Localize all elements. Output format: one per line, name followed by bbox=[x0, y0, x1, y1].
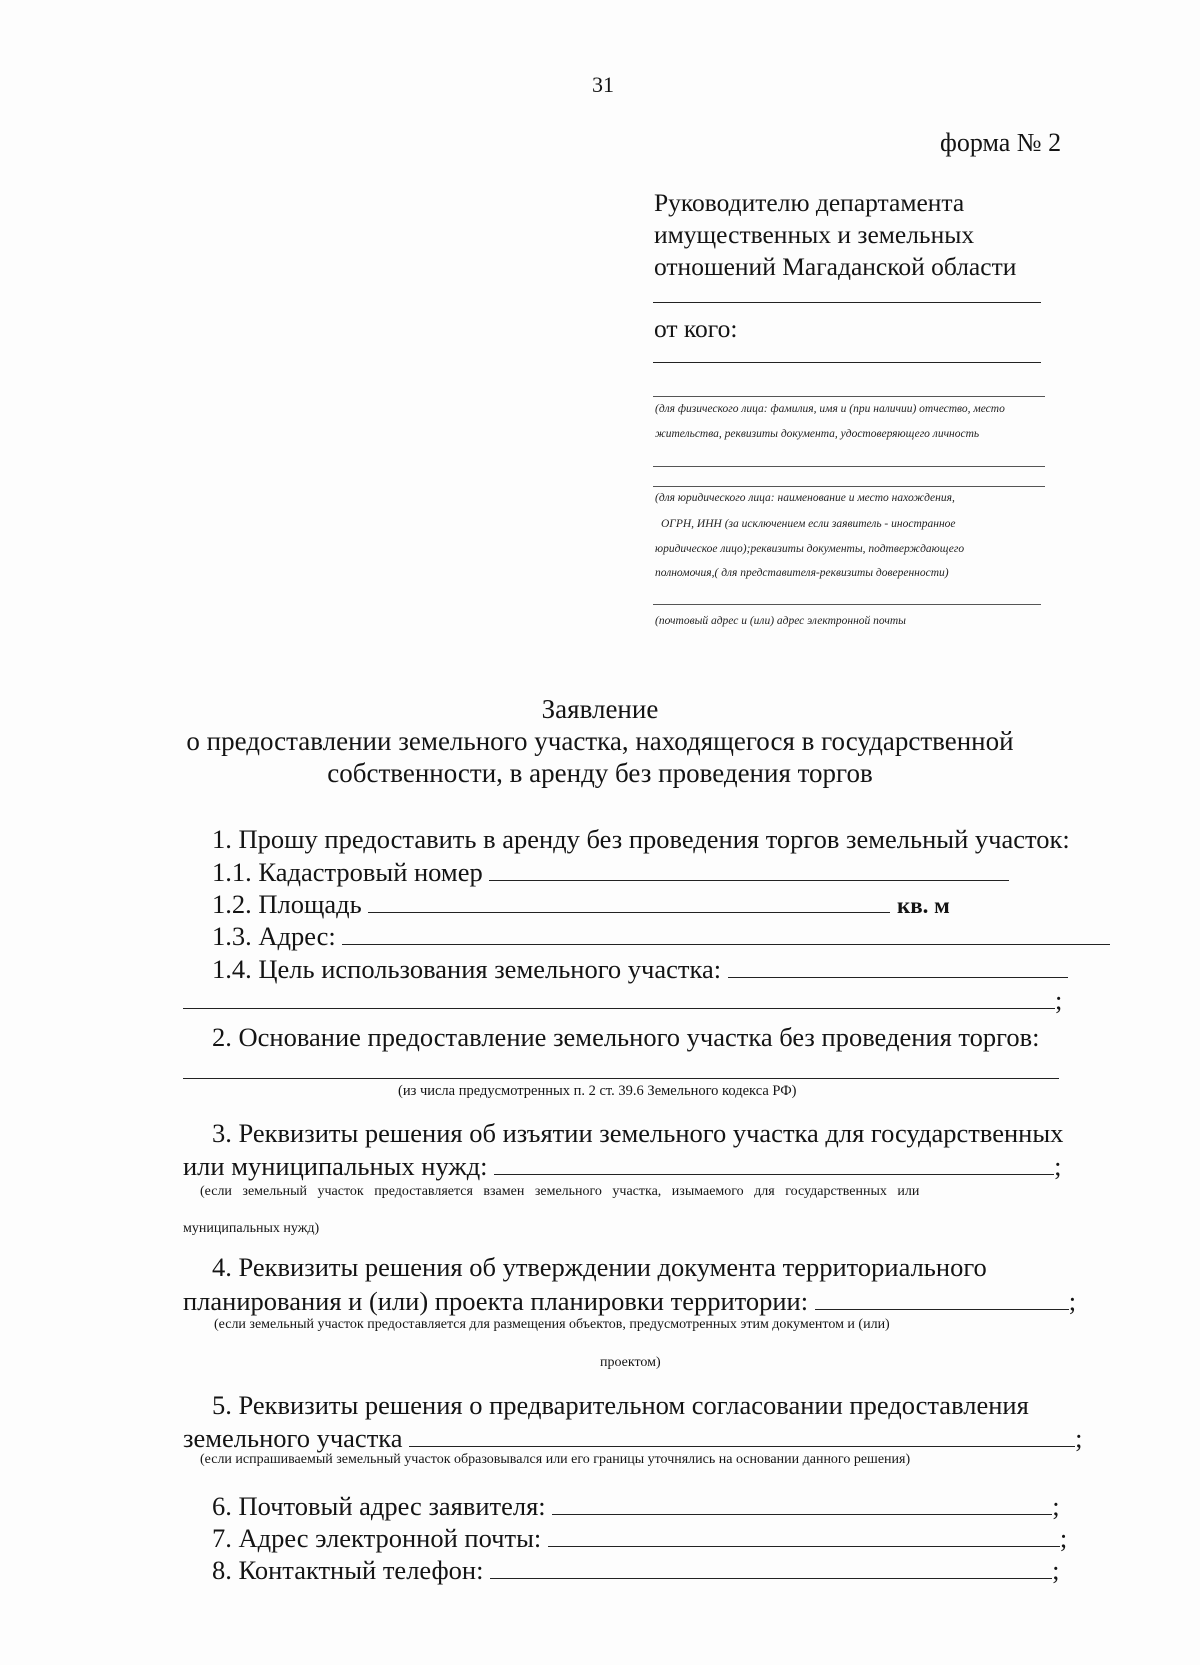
addressee-line-1: Руководителю департамента bbox=[654, 188, 965, 217]
page-number: 31 bbox=[592, 72, 614, 97]
preliminary-field[interactable] bbox=[409, 1424, 1075, 1447]
seizure-label: или муниципальных нужд: bbox=[183, 1151, 488, 1181]
document-title: Заявление bbox=[541, 694, 659, 724]
item-1-4 bbox=[212, 955, 1068, 983]
email-field[interactable] bbox=[548, 1524, 1060, 1547]
hint-individual-2: жительства, реквизиты документа, удостоверяющего личность bbox=[655, 428, 980, 440]
item-7 bbox=[212, 1524, 1067, 1552]
semicolon: ; bbox=[1075, 1423, 1083, 1453]
semicolon: ; bbox=[1054, 1151, 1062, 1181]
item-1-1 bbox=[212, 858, 1009, 886]
semicolon: ; bbox=[1052, 1491, 1060, 1521]
addressee-line-2: имущественных и земельных bbox=[654, 220, 975, 249]
item-1-4-continuation bbox=[183, 986, 1062, 1014]
from-label: от кого: bbox=[654, 314, 738, 343]
legal-field-1[interactable] bbox=[653, 466, 1045, 467]
phone-field[interactable] bbox=[490, 1556, 1052, 1579]
item-1-2 bbox=[212, 890, 950, 918]
basis-field[interactable] bbox=[183, 1078, 1059, 1079]
from-field-1[interactable] bbox=[653, 362, 1041, 363]
legal-field-2[interactable] bbox=[653, 486, 1045, 487]
area-field[interactable] bbox=[368, 890, 890, 913]
item-3-note-justified bbox=[200, 1185, 1110, 1199]
cadastral-number-field[interactable] bbox=[489, 858, 1009, 881]
item-2: 2. Основание предоставление земельного участка без проведения торгов: bbox=[212, 1022, 1040, 1052]
planning-field[interactable] bbox=[815, 1287, 1069, 1310]
basis-note: (из числа предусмотренных п. 2 ст. 39.6 Земельного кодекса РФ) bbox=[398, 1083, 797, 1099]
document-subtitle-2: собственности, в аренду без проведения торгов bbox=[327, 758, 873, 788]
item-6 bbox=[212, 1492, 1060, 1520]
hint-legal-1: (для юридического лица: наименование и место нахождения, bbox=[655, 492, 955, 504]
semicolon: ; bbox=[1068, 1286, 1077, 1316]
hint-individual-1: (для физического лица: фамилия, имя и (при наличии) отчество, место bbox=[655, 403, 1005, 415]
seizure-field[interactable] bbox=[494, 1152, 1054, 1175]
item-5-note: (если испрашиваемый земельный участок образовывался или его границы уточнялись на основании данного решения) bbox=[200, 1452, 911, 1467]
hint-legal-2: ОГРН, ИНН (за исключением если заявитель - иностранное bbox=[661, 518, 956, 530]
phone-label: 8. Контактный телефон: bbox=[212, 1555, 484, 1585]
item-5-line-1: 5. Реквизиты решения о предварительном согласовании предоставления bbox=[212, 1390, 1029, 1420]
item-4-line-2 bbox=[183, 1287, 1076, 1315]
purpose-field[interactable] bbox=[728, 955, 1068, 978]
postal-address-field[interactable] bbox=[552, 1492, 1052, 1515]
item-5-line-2 bbox=[183, 1424, 1083, 1452]
planning-label: планирования и (или) проекта планировки территории: bbox=[183, 1286, 809, 1316]
preliminary-label: земельного участка bbox=[183, 1423, 403, 1453]
area-label: 1.2. Площадь bbox=[212, 889, 362, 919]
address-label: 1.3. Адрес: bbox=[212, 921, 336, 951]
postal-address-label: 6. Почтовый адрес заявителя: bbox=[212, 1491, 546, 1521]
item-3-note-text: (если земельный участок предоставляется взамен земельного участка, изымаемого для государственных или bbox=[200, 1184, 920, 1199]
cadastral-label: 1.1. Кадастровый номер bbox=[212, 857, 483, 887]
from-field-2[interactable] bbox=[653, 396, 1045, 397]
item-3-line-2 bbox=[183, 1152, 1062, 1180]
hint-postal: (почтовый адрес и (или) адрес электронной почты bbox=[655, 615, 906, 627]
area-unit: кв. м bbox=[896, 893, 950, 918]
email-label: 7. Адрес электронной почты: bbox=[212, 1523, 542, 1553]
semicolon: ; bbox=[1052, 1555, 1060, 1585]
address-field[interactable] bbox=[342, 922, 1110, 945]
semicolon: ; bbox=[1059, 1523, 1068, 1553]
item-8 bbox=[212, 1556, 1059, 1584]
hint-legal-4: полномочия,( для представителя-реквизиты доверенности) bbox=[655, 567, 949, 579]
item-3-line-1: 3. Реквизиты решения об изъятии земельного участка для государственных bbox=[212, 1118, 1064, 1148]
item-4-line-1: 4. Реквизиты решения об утверждении документа территориального bbox=[212, 1252, 987, 1282]
addressee-name-field[interactable] bbox=[653, 302, 1041, 303]
addressee-line-3: отношений Магаданской области bbox=[654, 252, 1017, 281]
form-label: форма № 2 bbox=[940, 128, 1062, 157]
hint-legal-3: юридическое лицо);реквизиты документы, подтверждающего bbox=[655, 543, 965, 555]
item-4-note-2: проектом) bbox=[600, 1355, 661, 1370]
document-subtitle-1: о предоставлении земельного участка, находящегося в государственной bbox=[186, 726, 1014, 756]
purpose-field-continued[interactable] bbox=[183, 986, 1055, 1009]
item-3-note-2: муниципальных нужд) bbox=[183, 1221, 320, 1236]
item-1: 1. Прошу предоставить в аренду без проведения торгов земельный участок: bbox=[212, 824, 1070, 854]
item-4-note-1: (если земельный участок предоставляется для размещения объектов, предусмотренных этим документом и (или) bbox=[214, 1317, 890, 1332]
item-1-3 bbox=[212, 922, 1110, 950]
semicolon: ; bbox=[1055, 985, 1063, 1015]
item-3-note-1 bbox=[200, 1185, 1110, 1199]
postal-field[interactable] bbox=[653, 604, 1041, 605]
purpose-label: 1.4. Цель использования земельного участка: bbox=[212, 954, 722, 984]
